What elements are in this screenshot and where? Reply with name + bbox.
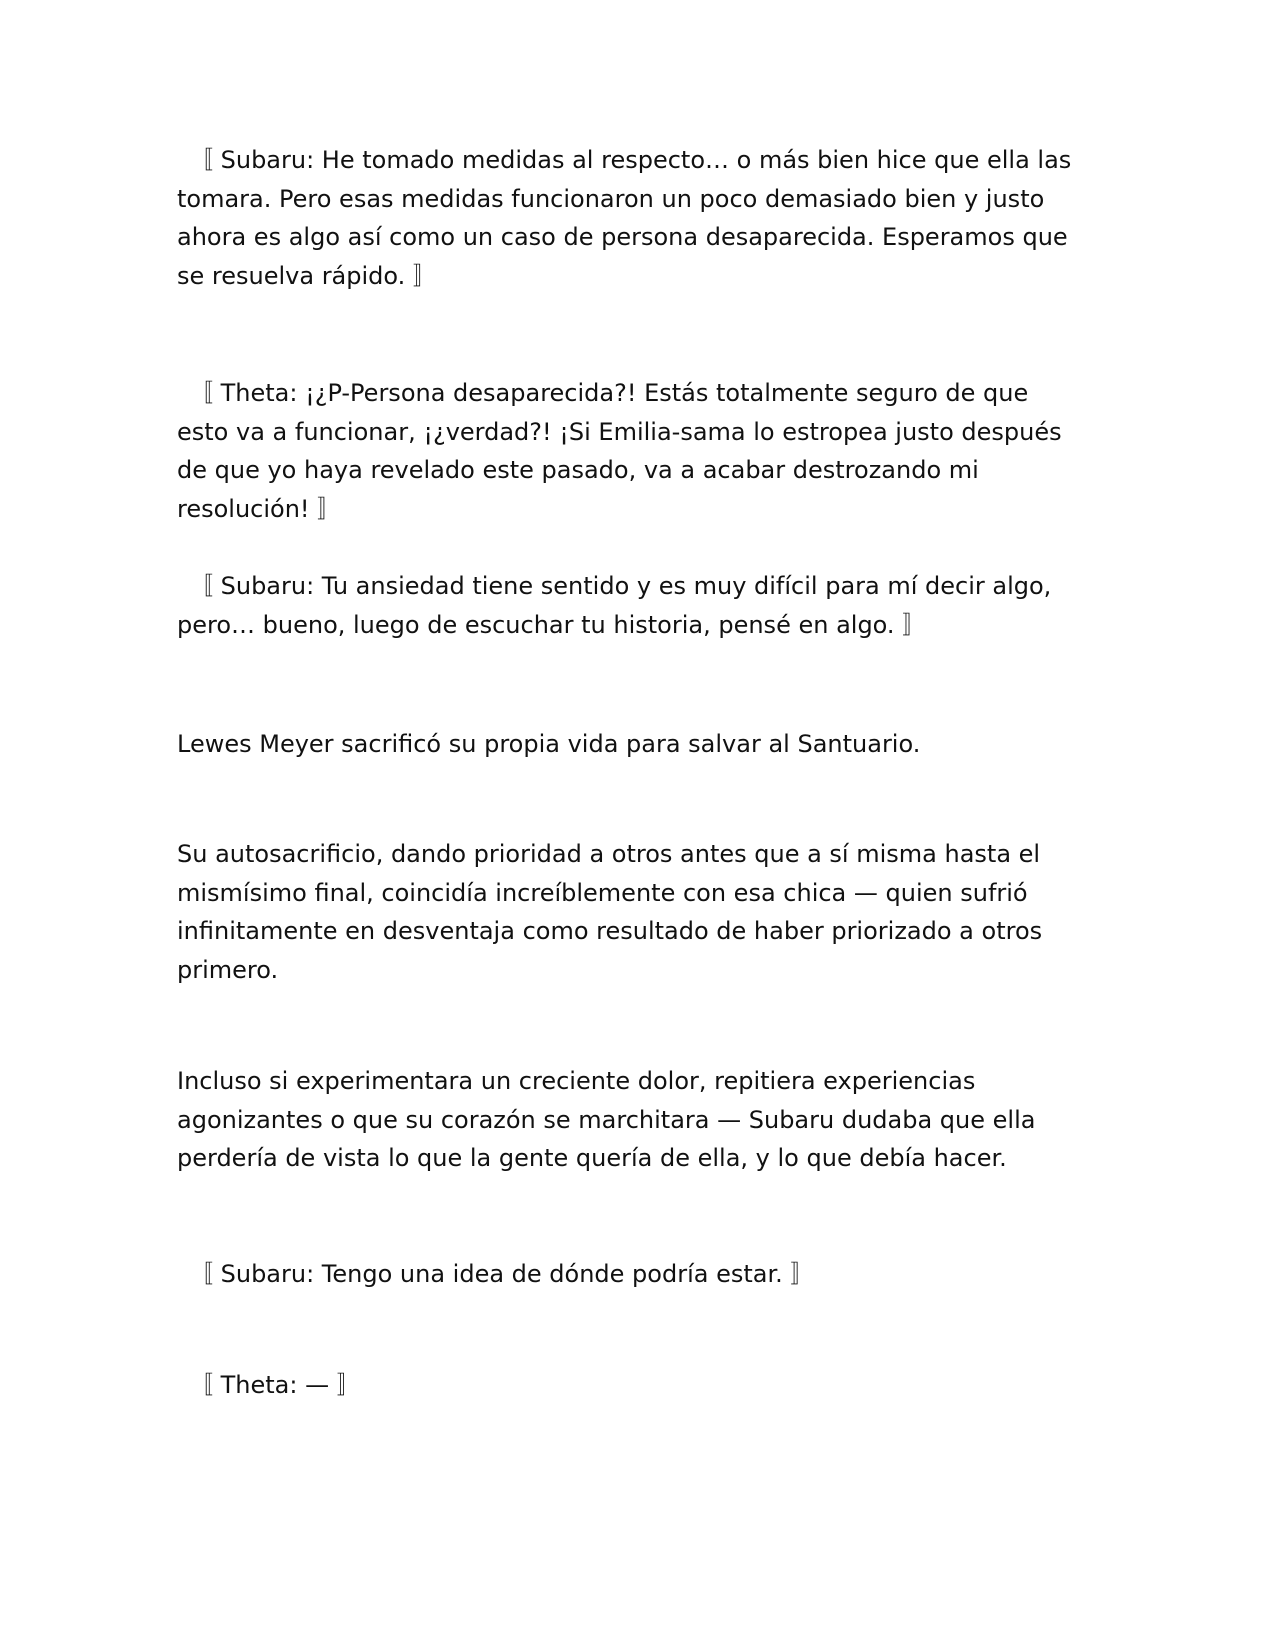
dialogue-paragraph-subaru-1: 〚 Subaru: He tomado medidas al respecto… o más bien hice que ella las tomara. Pero esas medidas funcionaron un poco demasiado bien y justo ahora es algo así como un caso de persona desaparecida. Esperamos que se resuelva rápido. 〛 — [177, 146, 1072, 290]
narration-paragraph-3: Incluso si experimentara un creciente dolor, repitiera experiencias agonizantes o que su corazón se marchitara — Subaru dudaba que ella perdería de vista lo que la gente quería de ella, y lo que debía hacer. — [177, 1067, 1036, 1172]
dialogue-paragraph-theta-1: 〚 Theta: ¡¿P-Persona desaparecida?! Estás totalmente seguro de que esto va a funcionar, ¡¿verdad?! ¡Si Emilia-sama lo estropea justo después de que yo haya revelado este pasado, va a acabar destrozando mi resolución! 〛 — [177, 379, 1062, 523]
narration-paragraph-1: Lewes Meyer sacrificó su propia vida para salvar al Santuario. — [177, 730, 921, 758]
dialogue-paragraph-theta-2: 〚 Theta: — 〛 — [189, 1371, 361, 1399]
narration-paragraph-2: Su autosacrificio, dando prioridad a otros antes que a sí misma hasta el mismísimo final, coincidía increíblemente con esa chica — quien sufrió infinitamente en desventaja como resultado de haber priorizado a otros primero. — [177, 840, 1043, 984]
dialogue-paragraph-subaru-2: 〚 Subaru: Tu ansiedad tiene sentido y es muy difícil para mí decir algo, pero… bueno, luego de escuchar tu historia, pensé en algo. 〛 — [177, 572, 1052, 639]
dialogue-paragraph-subaru-3: 〚 Subaru: Tengo una idea de dónde podría estar. 〛 — [189, 1260, 815, 1288]
